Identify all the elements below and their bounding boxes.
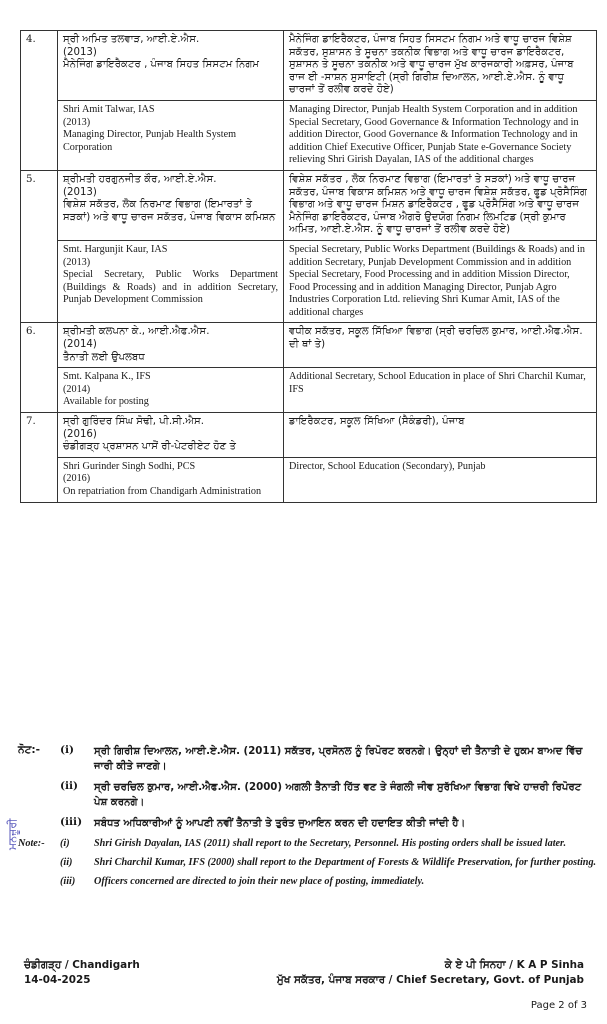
new-posting-punjabi: ਵਧੀਕ ਸਕੱਤਰ, ਸਕੂਲ ਸਿੱਖਿਆ ਵਿਭਾਗ (ਸ੍ਰੀ ਚਰਚਿਲ ਕੁਮਾਰ, ਆਈ.ਐਫ.ਐਸ. ਦੀ ਥਾਂ ਤੇ): [284, 323, 597, 368]
current-posting: Managing Director, Punjab Health System Corporation: [63, 129, 237, 153]
officer-name: Shri Gurinder Singh Sodhi, PCS: [63, 460, 196, 472]
officer-cell-punjabi: [58, 31, 284, 101]
note-label: Note:-: [18, 838, 45, 849]
officer-cell-punjabi: [58, 323, 284, 368]
note-number: (i): [60, 838, 70, 849]
handwritten-stamp: ਮਨਜ਼ੂਰੀ: [6, 818, 19, 850]
officer-name: Shri Amit Talwar, IAS: [63, 103, 155, 115]
new-posting-english: Managing Director, Punjab Health System Corporation and in addition Special Secretary, Good Governance & Information Technology and in addition Director, Good Governance & Information Technology and in addition Chief Executive Officer, Punjab State e-Governance Society relieving Shri Girish Dayalan, IAS of the additional charges: [284, 100, 597, 170]
current-posting: Available for posting: [63, 396, 149, 408]
officer-cell-english: [58, 100, 284, 170]
note-label: [18, 816, 60, 831]
note-label: [18, 856, 60, 869]
note-item: [18, 780, 598, 810]
serial-number: 4.: [21, 31, 58, 171]
officer-name: Smt. Hargunjit Kaur, IAS: [63, 243, 168, 255]
table-row: [21, 100, 597, 170]
new-posting-english: Additional Secretary, School Education in place of Shri Charchil Kumar, IFS: [284, 368, 597, 413]
new-posting-punjabi: ਮੈਨੇਜਿੰਗ ਡਾਇਰੈਕਟਰ, ਪੰਜਾਬ ਸਿਹਤ ਸਿਸਟਮ ਨਿਗਮ ਅਤੇ ਵਾਧੂ ਚਾਰਜ ਵਿਸ਼ੇਸ਼ ਸਕੱਤਰ, ਸੁਸ਼ਾਸਨ ਤੇ ਸੂਚਨਾ ਤਕਨੀਕ ਵਿਭਾਗ ਅਤੇ ਵਾਧੂ ਚਾਰਜ ਡਾਇਰੈਕਟਰ, ਸੁਸ਼ਾਸਨ ਤੇ ਸੂਚਨਾ ਤਕਨੀਕ ਅਤੇ ਵਾਧੂ ਚਾਰਜ ਮੁੱਖ ਕਾਰਜਕਾਰੀ ਅਫ਼ਸਰ, ਪੰਜਾਬ ਰਾਜ ਈ -ਸਾਸ਼ਨ ਸੁਸਾਇਟੀ (ਸ੍ਰੀ ਗਿਰੀਸ਼ ਦਿਆਲਨ, ਆਈ.ਏ.ਐਸ. ਨੂੰ ਵਾਧੂ ਚਾਰਜਾਂ ਤੋਂ ਰਲੀਵ ਕਰਦੇ ਹੋਏ): [284, 31, 597, 101]
current-posting: Special Secretary, Public Works Department (Buildings & Roads) and in addition Secretary, Punjab Development Commission: [63, 269, 278, 306]
note-item: [18, 875, 598, 888]
officer-name: ਸ਼੍ਰੀਮਤੀ ਕਲਪਨਾ ਕੇ., ਆਈ.ਐਫ.ਐਸ.: [63, 326, 210, 338]
note-text: ਸ੍ਰੀ ਚਰਚਿਲ ਕੁਮਾਰ, ਆਈ.ਐਫ.ਐਸ. (2000) ਅਗਲੀ ਤੈਨਾਤੀ ਹਿੱਤ ਵਣ ਤੇ ਜੰਗਲੀ ਜੀਵ ਸੁਰੱਖਿਆ ਵਿਭਾਗ ਵਿਖੇ ਹਾਜ਼ਰੀ ਰਿਪੋਰਟ ਪੇਸ਼ ਕਰਨਗੇ।: [94, 782, 582, 808]
officer-cell-english: [58, 457, 284, 502]
officer-batch: (2016): [63, 428, 97, 440]
table-row: [21, 457, 597, 502]
officer-name: ਸ੍ਰੀ ਗੁਰਿੰਦਰ ਸਿੰਘ ਸੋਢੀ, ਪੀ.ਸੀ.ਐਸ.: [63, 416, 204, 428]
note-item: [18, 837, 598, 850]
serial-number: 6.: [21, 323, 58, 413]
page-number: Page 2 of 3: [530, 1000, 587, 1011]
note-number: (iii): [60, 816, 83, 828]
new-posting-punjabi: ਵਿਸ਼ੇਸ਼ ਸਕੱਤਰ , ਲੋਕ ਨਿਰਮਾਣ ਵਿਭਾਗ (ਇਮਾਰਤਾਂ ਤੇ ਸੜਕਾਂ) ਅਤੇ ਵਾਧੂ ਚਾਰਜ ਸਕੱਤਰ, ਪੰਜਾਬ ਵਿਕਾਸ ਕਮਿਸ਼ਨ ਅਤੇ ਵਾਧੂ ਚਾਰਜ ਵਿਸ਼ੇਸ਼ ਸਕੱਤਰ, ਫੂਡ ਪ੍ਰੋਸੈਸਿੰਗ ਵਿਭਾਗ ਅਤੇ ਵਾਧੂ ਚਾਰਜ ਮਿਸ਼ਨ ਡਾਇਰੈਕਟਰ , ਫੂਡ ਪ੍ਰੋਸੈਸਿੰਗ ਅਤੇ ਵਾਧੂ ਚਾਰਜ ਮੈਨੇਜਿੰਗ ਡਾਇਰੈਕਟਰ, ਪੰਜਾਬ ਐਗਰੋ ਉਦਯੋਗ ਨਿਗਮ ਲਿਮਟਿਡ (ਸ੍ਰੀ ਕੁਮਾਰ ਅਮਿਤ, ਆਈ.ਏ.ਐਸ. ਨੂੰ ਵਾਧੂ ਚਾਰਜਾਂ ਤੋਂ ਰਲੀਵ ਕਰਦੇ ਹੋਏ): [284, 170, 597, 240]
officer-cell-punjabi: [58, 413, 284, 458]
note-label: ਨੋਟ:-: [18, 744, 41, 756]
current-posting: ਤੈਨਾਤੀ ਲਈ ਉਪਲਬਧ: [63, 351, 145, 363]
officer-name: Smt. Kalpana K., IFS: [63, 371, 151, 383]
table-row: [21, 413, 597, 458]
officer-cell-english: [58, 240, 284, 323]
current-posting: On repatriation from Chandigarh Administration: [63, 486, 262, 497]
officer-batch: (2013): [63, 116, 91, 128]
serial-number: 7.: [21, 413, 58, 503]
note-label: [18, 875, 60, 888]
officer-batch: (2016): [63, 473, 91, 485]
officer-batch: (2013): [63, 46, 97, 58]
officer-batch: (2014): [63, 383, 91, 395]
officer-batch: (2013): [63, 256, 91, 268]
officer-cell-punjabi: [58, 170, 284, 240]
notes-section: [18, 744, 598, 894]
new-posting-english: Special Secretary, Public Works Department (Buildings & Roads) and in addition Secretary, Punjab Development Commission and in addition Special Secretary, Food Processing and in addition Mission Director, Food Processing and in addition Managing Director, Punjab Agro Industries Corporation Ltd. relieving Shri Kumar Amit, IAS of the additional charges: [284, 240, 597, 323]
table-row: [21, 368, 597, 413]
note-text: Shri Charchil Kumar, IFS (2000) shall report to the Department of Forests & Wildlife Preservation, for further posting.: [94, 857, 597, 868]
current-posting: ਵਿਸ਼ੇਸ਼ ਸਕੱਤਰ, ਲੋਕ ਨਿਰਮਾਣ ਵਿਭਾਗ (ਇਮਾਰਤਾਂ ਤੇ ਸੜਕਾਂ) ਅਤੇ ਵਾਧੂ ਚਾਰਜ ਸਕੱਤਰ, ਪੰਜਾਬ ਵਿਕਾਸ ਕਮਿਸ਼ਨ: [63, 199, 276, 223]
note-text: Shri Girish Dayalan, IAS (2011) shall report to the Secretary, Personnel. His posting orders shall be issued later.: [94, 838, 566, 849]
note-text: Officers concerned are directed to join their new place of posting, immediately.: [94, 876, 425, 887]
officer-batch: (2014): [63, 339, 97, 351]
current-posting: ਚੰਡੀਗੜ੍ਹ ਪ੍ਰਸ਼ਾਸਨ ਪਾਸੋਂ ਰੀ-ਪੇਟਰੀਏਟ ਹੋਣ ਤੇ: [63, 441, 237, 453]
officer-cell-english: [58, 368, 284, 413]
signatory-name: ਕੇ ਏ ਪੀ ਸਿਨਹਾ / K A P Sinha: [444, 959, 584, 971]
footer-date: 14-04-2025: [24, 974, 91, 986]
note-label: [18, 780, 60, 810]
officer-name: ਸ਼੍ਰੀਮਤੀ ਹਰਗੁਨਜੀਤ ਕੌਰ, ਆਈ.ਏ.ਐਸ.: [63, 173, 217, 185]
table-row: [21, 240, 597, 323]
new-posting-english: Director, School Education (Secondary), Punjab: [284, 457, 597, 502]
signatory-title: ਮੁੱਖ ਸਕੱਤਰ, ਪੰਜਾਬ ਸਰਕਾਰ / Chief Secretary, Govt. of Punjab: [276, 974, 584, 986]
note-item: [18, 744, 598, 774]
note-number: (iii): [60, 876, 76, 887]
officer-name: ਸ੍ਰੀ ਅਮਿਤ ਤਲਵਾੜ, ਆਈ.ਏ.ਐਸ.: [63, 34, 200, 45]
current-posting: ਮੈਨੇਜਿੰਗ ਡਾਇਰੈਕਟਰ , ਪੰਜਾਬ ਸਿਹਤ ਸਿਸਟਮ ਨਿਗਮ: [63, 59, 260, 71]
note-number: (i): [60, 744, 75, 756]
postings-table: [20, 30, 597, 503]
note-number: (ii): [60, 857, 73, 868]
new-posting-punjabi: ਡਾਇਰੈਕਟਰ, ਸਕੂਲ ਸਿੱਖਿਆ (ਸੈਕੰਡਰੀ), ਪੰਜਾਬ: [284, 413, 597, 458]
note-item: [18, 856, 598, 869]
note-text: ਸਬੰਧਤ ਅਧਿਕਾਰੀਆਂ ਨੂੰ ਆਪਣੀ ਨਵੀਂ ਤੈਨਾਤੀ ਤੇ ਤੁਰੰਤ ਜੁਆਇਨ ਕਰਨ ਦੀ ਹਦਾਇਤ ਕੀਤੀ ਜਾਂਦੀ ਹੈ।: [94, 818, 466, 829]
table-row: [21, 31, 597, 101]
table-row: [21, 323, 597, 368]
note-number: (ii): [60, 780, 79, 792]
officer-batch: (2013): [63, 186, 97, 198]
serial-number: 5.: [21, 170, 58, 323]
note-text: ਸ੍ਰੀ ਗਿਰੀਸ਼ ਦਿਆਲਨ, ਆਈ.ਏ.ਐਸ. (2011) ਸਕੱਤਰ, ਪ੍ਰਸੋਨਲ ਨੂੰ ਰਿਪੋਰਟ ਕਰਨਗੇ। ਉਨ੍ਹਾਂ ਦੀ ਤੈਨਾਤੀ ਦੇ ਹੁਕਮ ਬਾਅਦ ਵਿੱਚ ਜਾਰੀ ਕੀਤੇ ਜਾਣਗੇ।: [94, 746, 583, 772]
note-item: [18, 816, 598, 831]
table-row: [21, 170, 597, 240]
footer-place: ਚੰਡੀਗੜ੍ਹ / Chandigarh: [24, 959, 140, 971]
